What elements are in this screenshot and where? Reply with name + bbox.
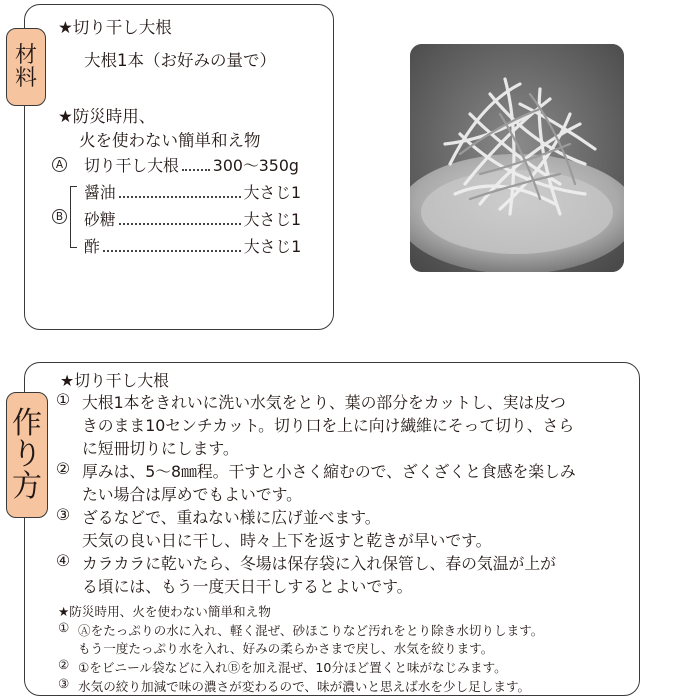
step-text: ざるなどで、重ねない様に広げ並べます。 <box>82 508 381 527</box>
dotted-leader <box>182 169 210 171</box>
dotted-leader <box>103 250 241 252</box>
method-section1-title: ★切り干し大根 <box>60 371 169 390</box>
ingredients-tag <box>6 28 46 106</box>
ingredients-section1-title: ★切り干し大根 <box>58 18 172 37</box>
ingredients-section2-title-line1: ★防災時用、 <box>58 107 156 126</box>
ingredient-a-name: 切り干し大根 <box>84 156 179 175</box>
step-number: ③ <box>56 505 71 524</box>
ingredient-b-row <box>84 207 301 230</box>
dotted-leader <box>119 196 241 198</box>
mark-a-circle: A <box>52 157 67 172</box>
ingredient-b-row <box>84 234 301 257</box>
step2-text: もう一度たっぷり水を入れ、好みの柔らかさまで戻し、水気を絞ります。 <box>78 641 494 656</box>
ingredient-a-qty: 300～350g <box>212 156 299 175</box>
ingredient-b-name: 砂糖 <box>84 210 116 229</box>
ingredient-b-qty: 大さじ1 <box>243 183 302 202</box>
b-bracket <box>70 186 77 248</box>
step2-number: ② <box>58 657 70 672</box>
ingredients-tag-char: 材 <box>14 42 37 68</box>
ingredients-section2-title-line2: 火を使わない簡単和え物 <box>79 131 261 150</box>
method-tag-char: り <box>12 437 42 473</box>
step2-number: ③ <box>58 676 70 691</box>
step-number: ④ <box>56 551 71 570</box>
step-text: カラカラに乾いたら、冬場は保存袋に入れ保管し、春の気温が上が <box>82 554 556 573</box>
step-text: きのまま10センチカット。切り口を上に向け繊維にそって切り、さら <box>82 416 575 435</box>
method-section2-title: ★防災時用、火を使わない簡単和え物 <box>58 604 271 619</box>
step-number: ① <box>56 390 71 409</box>
dotted-leader <box>119 223 241 225</box>
ingredient-b-name: 醤油 <box>84 183 116 202</box>
ingredient-b-row <box>84 180 301 203</box>
dish-photo <box>410 44 624 272</box>
ingredient-b-qty: 大さじ1 <box>243 237 302 256</box>
step-text: たい場合は厚めでもよいです。 <box>82 485 302 504</box>
step2-text: Ⓐをたっぷりの水に入れ、軽く混ぜ、砂ほこりなど汚れをとり除き水切りします。 <box>78 623 544 638</box>
method-tag-char: 方 <box>12 468 42 504</box>
step-text: に短冊切りにします。 <box>82 439 239 458</box>
step-text: 大根1本をきれいに洗い水気をとり、葉の部分をカットし、実は皮つ <box>82 393 566 412</box>
step-number: ② <box>56 459 71 478</box>
method-tag-char: 作 <box>12 405 42 441</box>
ingredient-b-name: 酢 <box>84 237 100 256</box>
ingredient-b-qty: 大さじ1 <box>243 210 302 229</box>
step-text: る頃には、もう一度天日干しするとよいです。 <box>82 577 413 596</box>
ingredient-a-row <box>84 153 299 176</box>
ingredients-tag-char: 料 <box>14 66 37 91</box>
step2-text: 水気の絞り加減で味の濃さが変わるので、味が濃いと思えば水を少し足します。 <box>78 679 531 694</box>
step2-text: ①をビニール袋などに入れⒷを加え混ぜ、10分ほど置くと味がなじみます。 <box>78 660 507 675</box>
mark-b-circle: B <box>52 209 67 224</box>
step-text: 天気の良い日に干し、時々上下を返すと乾きが早いです。 <box>82 531 492 550</box>
method-tag <box>6 392 48 518</box>
step2-number: ① <box>58 620 70 635</box>
dish-photo-image <box>410 44 624 272</box>
ingredients-section1-item: 大根1本（お好みの量で） <box>84 51 276 70</box>
step-text: 厚みは、5～8㎜程。干すと小さく縮むので、ざくざくと食感を楽しみ <box>82 462 576 481</box>
